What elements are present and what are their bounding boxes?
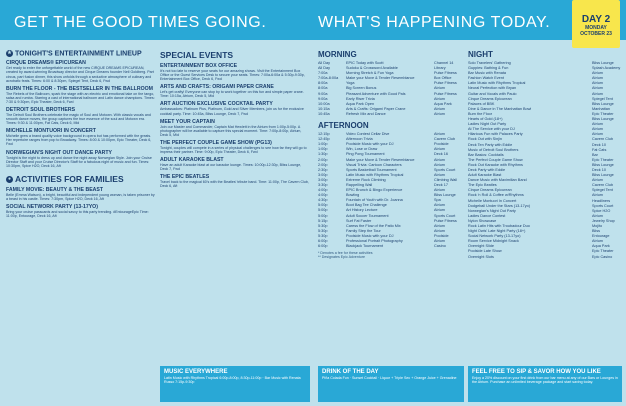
special-events-list — [160, 63, 310, 189]
day-name: MONDAY — [585, 25, 607, 31]
event-name: Guitar and Vocals with Paulo — [468, 91, 517, 96]
event-name: Rock Out Karaoke with Rhythms — [468, 162, 523, 167]
event-location: Atrium — [592, 81, 603, 86]
event-location: Poolside — [434, 233, 449, 238]
event-location: Pulse Fitness — [434, 91, 457, 96]
event-location: Atrium — [434, 111, 445, 116]
event-location: Sports Court — [434, 167, 456, 172]
item-title: THE PERFECT COUPLE GAME SHOW (PG13) — [160, 139, 272, 146]
event-time: 1:00p — [318, 142, 328, 147]
event-time: 5:30p — [318, 233, 328, 238]
event-name: Sports Basketball Tournament — [346, 167, 397, 172]
event-location: Atrium — [434, 86, 445, 91]
item-title: ENTERTAINMENT BOX OFFICE — [160, 63, 238, 69]
day-date: OCTOBER 23 — [580, 31, 612, 37]
item-title: CIRQUE DREAMS® EPICUREAN — [6, 60, 86, 67]
event-location: Atrium — [592, 71, 603, 76]
event-name: Palaces of BBK — [468, 101, 495, 106]
note-fee: * Denotes a fee for these activities — [318, 251, 373, 256]
event-location: Bliss Lounge — [592, 162, 614, 167]
column-schedule — [318, 48, 464, 259]
event-location: Atrium — [434, 157, 445, 162]
event-location: Fat Cats — [592, 147, 607, 152]
event-location: Atrium — [592, 86, 603, 91]
event-location: Atrium — [434, 147, 445, 152]
schedule-head — [318, 50, 464, 59]
item-description: Bring your cruise passcards and social savvy to this party trending. #EntourageEpic Time: 11:00p, Entourage, Deck 16, Aft — [6, 210, 149, 219]
event-location: Atrium — [592, 122, 603, 127]
event-name: EPIC Brunch & Bingo Experience — [346, 188, 403, 193]
event-time: 12:45p — [318, 137, 330, 142]
event-name: Norwegian's Night Out Party — [468, 208, 516, 213]
event-time: 5:15p — [318, 218, 328, 223]
event-location: Poolside — [434, 142, 449, 147]
afternoon-list — [318, 132, 464, 249]
event-name: Morning Stretch & Fun Yoga — [346, 71, 394, 76]
event-location: Atrium — [434, 228, 445, 233]
event-name: Bar Basics: Cocktails — [468, 152, 504, 157]
event-time: 1:30p — [318, 152, 328, 157]
music-text: Latin Music with Rhythms Tropical 6:00p-8:00p, 8:30p-11:00p · Bar Music with Renata Russo 7:15p-9:30p — [164, 376, 301, 385]
morning-list — [318, 61, 464, 117]
entertainment-section-title: ★ TONIGHT'S ENTERTAINMENT LINEUP — [7, 50, 142, 58]
event-name: Boot Bag Tee Challenge — [346, 203, 387, 208]
music-title: MUSIC EVERYWHERE — [164, 369, 228, 375]
event-location: Box Office — [434, 76, 452, 81]
event-location: Cavern Club — [592, 183, 614, 188]
event-location: Bliss Lounge — [592, 173, 614, 178]
event-time: 3:30p — [318, 182, 328, 187]
event-location: Atrium — [592, 132, 603, 137]
item-title: ART AUCTION EXCLUSIVE COCKTAIL PARTY — [160, 101, 273, 108]
event-time: 5:00p — [318, 208, 328, 213]
event-location: Cavern Club — [434, 137, 456, 142]
event-time: 1:00p — [318, 147, 328, 152]
event-name: Fashion Watch Event — [468, 76, 504, 81]
item-description: Get ready to enter the unforgettable world of the new CIRQUE DREAMS EPICUREAN, created by award-winning Broadway director and Cirque Dreams founder Neil Goldberg. Part circus, part fusion dinner, this show unfolds through a seductive atmosphere of culinary and acrobatic feats. Times: 6:00 & 8:30pm, Spiegel Tent, Deck 6, Fwd — [6, 66, 154, 83]
event-location: Mojito — [592, 224, 603, 228]
event-location: Spa — [434, 198, 441, 203]
event-name: Aqua Park Open — [346, 101, 375, 106]
event-name: Latin Music with Rhythms Tropical — [346, 172, 404, 177]
special-events-title: SPECIAL EVENTS — [160, 50, 234, 60]
item-title: ARTS AND CRAFTS: ORIGAMI PAPER CRANE — [160, 84, 274, 91]
event-location: Epic Casino — [592, 254, 613, 259]
event-name: Big Screen Bonus — [346, 86, 377, 91]
event-name: Poolside Late Show — [468, 249, 502, 254]
event-time: 12:15p — [318, 132, 330, 137]
event-time: All Day — [318, 61, 331, 65]
event-time: 7:00a — [318, 71, 328, 76]
item-title: THE EPIC BEATLES — [160, 174, 210, 181]
event-time: 3:00p — [318, 172, 328, 177]
event-time: 8:00a — [318, 81, 328, 86]
item-title: SOCIAL NETWORK PARTY (13-17YO) — [6, 204, 98, 211]
event-time: 6:00p — [318, 244, 328, 249]
event-location: Manhattan — [592, 106, 610, 111]
column-night — [468, 48, 622, 260]
item-description: Ambassadors: Platinum Plus, Platinum, Gold and Silver Members, join us for the exclusive cocktail party. Time: 10:45a, Bliss Lounge, Deck 7, Fwd — [160, 107, 304, 116]
event-location: Library — [434, 66, 446, 71]
event-time: All Day — [318, 66, 331, 71]
item-description: Join our Master and Commander, Captain Mat Hewlett in the Atrium from 1:00p-5:00p. A photographer will be available to capture this special moment. Time: 7:00p-8:00p, Atrium, Deck 5, Mid — [160, 124, 302, 137]
event-time: 9:00a — [318, 96, 328, 101]
families-section-title: ● ACTIVITIES FOR FAMILIES — [7, 173, 124, 184]
event-name: Sudoku & Crossword Available — [346, 66, 398, 71]
event-location: Atrium — [434, 208, 445, 213]
left-headline: GET THE GOOD TIMES GOING. — [14, 14, 267, 31]
event-location: Atrium — [434, 188, 445, 193]
event-location: Climbing Wall — [434, 177, 458, 182]
event-name: Visual Trivia: Cartoon Characters — [346, 162, 402, 167]
event-name: Neural Perfection with Bryan — [468, 86, 517, 91]
event-name: Early Riser Trivia — [346, 96, 375, 101]
event-name: The Perfect Couple Game Show — [468, 157, 523, 162]
event-name: Family Step the Tour — [346, 228, 381, 233]
drink-text: Piña Colada Fun · Sunset Cocktail · Liquor + Triple Sec + Orange Juice + Grenadine — [322, 376, 457, 380]
event-name: Dodgeball Under the Stars (13-17yo) — [468, 203, 531, 208]
music-everywhere-box — [160, 366, 310, 402]
event-name: Caress the Flow of the Patio Mix — [346, 223, 401, 228]
event-location: Atrium — [434, 239, 445, 243]
right-headline: WHAT'S HAPPENING TODAY. — [318, 14, 551, 31]
event-name: Bowling — [346, 193, 360, 198]
event-name: Afternoon Trivia — [346, 137, 373, 142]
event-name: Rock 'n Roll & Coffee w/Rhythms — [468, 193, 524, 198]
event-location: Atrium — [434, 203, 445, 208]
event-time: 5:30p — [318, 228, 328, 233]
event-time: 4:00p — [318, 188, 328, 193]
event-name: Ladies Dance Contest — [468, 213, 506, 218]
event-time: 8:00a — [318, 86, 328, 91]
event-name: Guppies: Bathing & Fun — [468, 66, 509, 71]
event-name: Yoga — [346, 81, 355, 86]
event-name: Cirque Dreams Epicurean — [468, 188, 512, 193]
column-entertainment — [6, 48, 156, 218]
event-name: Burn the Floor — [468, 111, 493, 116]
event-name: Solo Travelers' Gathering — [468, 61, 511, 65]
event-location: Deck 16 — [434, 152, 448, 157]
event-name: Make your Move & Tender Resemblance — [346, 76, 415, 81]
item-title: MICHELLE MONTUORI IN CONCERT — [6, 128, 96, 135]
event-time: 7:00a-8:00a — [318, 76, 339, 81]
event-name: Video Contest Cellar Dive — [346, 132, 390, 137]
column-special-events — [160, 48, 310, 189]
event-time: 2:00p — [318, 162, 328, 167]
item-description: The Detroit Soul Brothers celebrate the magic of Soul and Motown. With classic vocals and smooth dance moves, the group captures the true essence of the soul and Motown era. Times: 9:30 & 11:00pm, Fat Cats, Deck 6, Mid — [6, 113, 151, 126]
item-title: MEET YOUR CAPTAIN — [160, 118, 215, 125]
event-location: Atrium — [434, 96, 445, 101]
event-location: Atrium — [434, 223, 445, 228]
event-time: 2:30p — [318, 167, 328, 172]
event-time: 3:00p — [318, 177, 328, 182]
event-name: Overnight Slots — [468, 254, 494, 259]
event-location: Bliss Lounge — [592, 61, 614, 65]
event-name: Deck Ten Party with Eddie — [468, 142, 513, 147]
item-title: DETROIT SOUL BROTHERS — [6, 107, 76, 113]
event-location: Spice H2O — [592, 208, 611, 213]
event-location: Atrium — [434, 172, 445, 177]
event-time: 5:00p — [318, 213, 328, 218]
event-name: Ping Pong Tournament — [346, 152, 385, 157]
night-list — [468, 61, 622, 260]
entertainment-list — [6, 60, 156, 168]
event-name: Art History Lecture — [346, 208, 378, 213]
event-location: Bar — [592, 152, 598, 157]
event-location: Cavern Club — [592, 137, 614, 142]
event-time: 10:00a — [318, 101, 330, 106]
afternoon-title: AFTERNOON — [318, 121, 369, 131]
event-name: Ladies Night Out Party — [468, 122, 507, 127]
event-time: 10:15a — [318, 106, 330, 111]
item-description: Tonight, couples will compete in a series of physical challenges to see how far they will go to impress their partner. Time: 9:00p, Epic Theater, Deck 6, Fwd — [160, 145, 307, 155]
item-title: BURN THE FLOOR - THE BESTSELLER IN THE BALLROOM — [6, 85, 153, 92]
event-name: Overnight Slide — [468, 244, 494, 249]
drink-title: DRINK OF THE DAY — [322, 369, 379, 375]
event-name: Rock Out with Sinjin — [468, 137, 502, 142]
event-name: Refresh Mix and Dance — [346, 111, 386, 116]
event-name: Hearts of Gold (18+) — [468, 117, 503, 122]
event-name: EPIC Today with Scott — [346, 61, 384, 65]
event-time: 6:00p — [318, 239, 328, 243]
star-icon: ★ — [7, 50, 12, 56]
event-name: Make your Move & Tender Resemblance — [346, 157, 415, 162]
day-tab — [572, 0, 620, 48]
item-description: Michelle grew a brand quality voice background in opera but has performed with the greats. Her repertoire ranges from pop to Broadway. Times: 8:00 & 10:00pm, Epic Theater, Deck 6, Fwd — [6, 134, 152, 147]
event-location: Epic Theater — [592, 157, 614, 162]
schedule-row — [318, 112, 464, 117]
event-name: Nylon Showcase — [468, 218, 497, 223]
event-time: 5:00p — [318, 203, 328, 208]
event-name: Michelle Montuori In Concert — [468, 198, 517, 203]
event-time: 4:30p — [318, 198, 328, 203]
event-location: Splash Academy — [592, 66, 621, 71]
event-name: Bar Music with Renata — [468, 71, 506, 76]
event-location: Atrium — [434, 106, 445, 111]
item-description: Let's get crafty! Everyone can stop by to work together on this fun and simple paper crane. Time: 10:15a, Atrium, Deck 5, Mid — [160, 90, 304, 99]
event-name: Cirque Dreams Epicurean — [468, 96, 512, 101]
day-label: DAY 2 — [581, 14, 611, 25]
event-name: Pleasant Adventure with Good Pals — [346, 91, 406, 96]
event-name: Night Owls' Late Night Party (18+) — [468, 229, 526, 234]
event-name: Dance Music with Maximilian Band — [468, 178, 527, 183]
families-list — [6, 187, 156, 218]
event-location: Epic Theater — [592, 111, 614, 116]
event-location: Spiegel Tent — [592, 96, 613, 101]
schedule-row — [318, 244, 464, 249]
event-location: Atrium — [592, 213, 603, 218]
item-title: NORWEGIAN'S NIGHT OUT DANCE PARTY — [6, 149, 112, 156]
event-name: Poolside Music with your DJ — [346, 233, 394, 238]
event-name: Blackjack Tournament — [346, 244, 384, 249]
event-name: The Epic Beatles — [468, 183, 497, 188]
event-name: Deck Party with Eddie — [468, 167, 506, 172]
event-location: Atrium — [592, 76, 603, 81]
event-time: 10:45a — [318, 111, 330, 116]
event-name: Music of Detroit Soul Brothers — [468, 147, 519, 152]
event-location: Pulse Fitness — [434, 81, 457, 86]
event-name: Fountain of Youth with Dr. Joanna — [346, 198, 403, 203]
sip-savor-box — [468, 366, 622, 402]
event-name: Surf Fat Faster — [346, 218, 372, 223]
event-name: Latin Music with Rhythms Tropical — [468, 81, 526, 86]
event-location: Bliss Lounge — [592, 117, 614, 122]
event-name: Rock Latin Hits with Troubadour Duo — [468, 224, 530, 228]
note-epic: ** Designates Epic Adventure — [318, 255, 365, 260]
event-location: Bliss — [592, 229, 601, 234]
event-location: Atrium — [592, 193, 603, 198]
item-description: It's not too late to reserve your seats for our amazing shows. Visit the Entertainment Box Office or the Guest Services Desk to secure your seats. Times: 7:00a-6:00a & 5:30p-9:30p, Entertainment Box Office, Deck 6, Fwd — [160, 69, 305, 82]
event-location: Aqua Park — [434, 101, 452, 106]
sip-title: FEEL FREE TO SIP & SAVOR HOW YOU LIKE — [472, 369, 601, 375]
event-time: 9:00a — [318, 91, 328, 96]
item-title: ADULT KARAOKE BLAST — [160, 157, 224, 164]
event-time: 5:30p — [318, 223, 328, 228]
item-description: Tonight is the night to dress up and dance the night away Norwegian Style. Join your Cruise Director Staff and your Cruise Director's Staff for a fabulous night of music and fun. Times: 10:30pm, Spice H2O, Deck 16, Aft — [6, 155, 152, 168]
item-description: Have an adult Karaoke blast at our karaoke lounge. Times: 10:00p-12:30p, Bliss Lounge, Deck 7, Fwd — [160, 163, 302, 172]
drink-of-day-box — [318, 366, 464, 402]
event-location: Aqua Park — [592, 244, 610, 249]
event-location: Atrium — [434, 162, 445, 167]
event-location: Channel 14 — [434, 61, 454, 65]
event-name: Adult Karaoke Blast — [468, 173, 502, 178]
event-name: Hilarious Fun with Palaces Party — [468, 132, 523, 137]
event-location: Deck 10 — [592, 142, 606, 147]
event-location: Epic Theater — [592, 249, 614, 254]
event-name: Extreme Rock Climbing — [346, 177, 386, 182]
event-location: Deck 17 — [434, 182, 448, 187]
event-location: Bliss Lounge — [434, 193, 456, 198]
event-location: Pulse Fitness — [434, 71, 457, 76]
event-location: Sports Court — [592, 203, 614, 208]
morning-title: MORNING — [318, 50, 357, 59]
event-location: Spiegel Tent — [592, 188, 613, 193]
event-name: Arts & Crafts: Origami Paper Crane — [346, 106, 406, 111]
family-icon: ● — [7, 176, 12, 183]
event-location: Atrium — [592, 239, 603, 244]
event-location: Sports Court — [434, 213, 456, 218]
item-description: The Rebels of the Ballroom, spark the stage with an electric and emotional take on the tango, salsa and rumba. Starring a cast of international ballroom and Latin dance champions. Times: 7:30 & 9:30pm, Epic Theater, Deck 6, Fwd — [6, 91, 155, 104]
event-location: Deck 10 — [592, 167, 606, 172]
event-name: Poolside Music with your DJ — [346, 142, 394, 147]
event-time: 2:00p — [318, 157, 328, 162]
event-name: Dine & Dance in The Manhattan Bowl — [468, 106, 532, 111]
sip-text: Enjoy a 20% discount on your first drink from our bar menu at any of our Bars or Lounges in the Atrium. Purchase an unlimited beverage package and start saving today. — [472, 376, 618, 385]
event-location: Atrium — [592, 178, 603, 183]
item-description: Travel back to the magical 60's with the Beatles' tribute band. Time: 11:00p, The Cavern Club, Deck 6, Aft — [160, 180, 309, 189]
event-location: Bliss Lounge — [592, 101, 614, 106]
event-time: 4:00p — [318, 193, 328, 198]
schedule-row — [468, 255, 622, 260]
event-location: Casino — [434, 244, 446, 249]
event-location: Headliners — [592, 198, 611, 203]
event-location: Atrium — [592, 91, 603, 96]
event-location: Entourage — [592, 234, 610, 239]
event-name: Social Network Party (13-17yo) — [468, 234, 521, 239]
event-name: Win, Lose or Draw — [346, 147, 378, 152]
event-location: Pulse Fitness — [434, 218, 457, 223]
event-name: Professional Portrait Photography — [346, 239, 403, 243]
event-location: Atrium — [434, 132, 445, 137]
event-name: At The Service with your DJ — [468, 127, 515, 132]
event-name: Rappelling Wall — [346, 182, 373, 187]
item-title: FAMILY MOVIE: BEAUTY & THE BEAST — [6, 186, 104, 193]
event-location: Jewelry Shop — [592, 218, 615, 223]
night-title: NIGHT — [468, 50, 493, 59]
event-name: Adult Soccer Tournament — [346, 213, 389, 218]
event-name: Room Service Midnight Snack — [468, 239, 519, 244]
event-location: Atrium — [592, 127, 603, 132]
item-description: Belle (Emma Watson), a bright, beautiful and independent young woman, is taken prisoner by a beast in his castle. Times: 7:30pm, Spice H2O, Deck 16, Aft — [6, 192, 155, 201]
